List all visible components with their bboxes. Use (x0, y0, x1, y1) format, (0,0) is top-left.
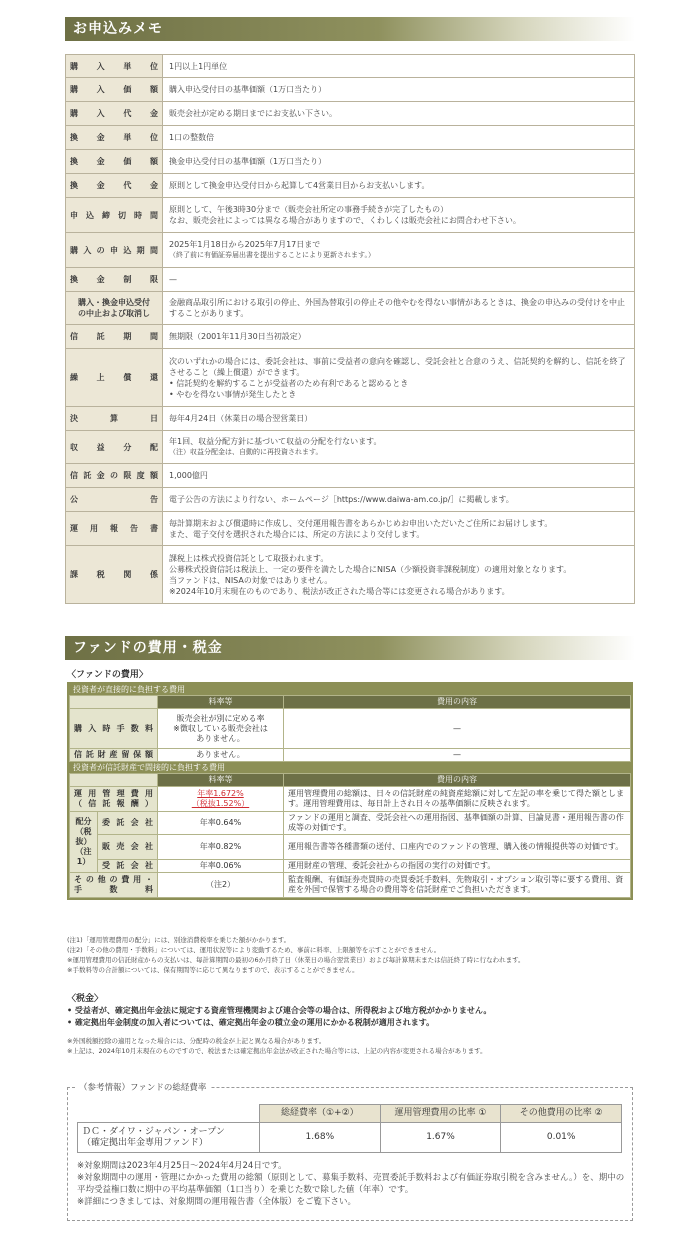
ref-header: その他費用の比率 ② (501, 1105, 622, 1123)
direct-fee-table (69, 695, 631, 762)
alloc-party: 委託会社 (98, 812, 158, 835)
memo-label: 収益分配 (70, 442, 158, 452)
memo-value: ※2024年10月末現在のものであり、税法が改正された場合等には変更される場合があります。 (169, 586, 510, 596)
mgmt-fee-label: 運用管理費用 (74, 789, 153, 798)
fee-row (70, 835, 631, 860)
alloc-rate: 年率0.82% (158, 835, 284, 860)
memo-label: 購入・換金申込受付 (78, 298, 150, 307)
tax-item: • 確定拠出年金制度の加入者については、確定拠出年金の積立金の運用にかかる税制が適用されます。 (67, 1018, 435, 1027)
memo-label: 換金代金 (70, 181, 158, 190)
memo-label: 申込締切時間 (70, 210, 158, 220)
alloc-label: （注1） (75, 847, 92, 866)
ref-row (78, 1123, 622, 1153)
fees-subtitle: 〈ファンドの費用〉 (67, 670, 148, 680)
alloc-label: （税抜） (75, 827, 92, 846)
fund-name: ＤＣ・ダイワ・ジャパン・オープン (82, 1126, 225, 1137)
col-content-header: 費用の内容 (284, 774, 631, 787)
memo-value: 2025年1月18日から2025年7月17日まで (169, 240, 321, 249)
memo-row (66, 150, 635, 174)
alloc-content: 運用財産の管理、委託会社からの指図の実行の対価です。 (284, 860, 631, 873)
alloc-rate: 年率0.06% (158, 860, 284, 873)
memo-row (66, 78, 635, 102)
ref-header: 総経費率（①+②） (260, 1105, 381, 1123)
memo-row (66, 102, 635, 126)
fee-row (70, 860, 631, 873)
memo-label: 購入の申込期間 (70, 245, 158, 255)
memo-row (66, 349, 635, 407)
memo-label: 換金単位 (70, 133, 158, 142)
memo-value: 購入申込受付日の基準価額（1万口当たり） (163, 78, 635, 102)
tax-items (67, 1005, 637, 1029)
memo-bullet: • やむを得ない事情が発生したとき (169, 389, 297, 399)
memo-row (66, 268, 635, 292)
memo-label: 運用報告書 (70, 524, 158, 533)
reference-notes (77, 1160, 632, 1208)
other-fee-content: 監査報酬、有価証券売買時の売買委託手数料、先物取引・オプション取引等に要する費用、資産を外国で保管する場合の費用等を信託財産でご負担いただきます。 (284, 873, 631, 898)
reference-title: （参考情報）ファンドの総経費率 (75, 1081, 210, 1093)
memo-row (66, 431, 635, 464)
memo-value: 原則として、午後3時30分まで（販売会社所定の事務手続きが完了したもの） (169, 205, 449, 214)
memo-table (65, 54, 635, 604)
ref-note: ※対象期間は2023年4月25日〜2024年4月24日です。 (77, 1161, 287, 1171)
tax-note: ※外国税額控除の適用となった場合には、分配時の税金が上記と異なる場合があります。 (67, 1037, 326, 1045)
memo-row (66, 488, 635, 512)
memo-label: 課税関係 (70, 570, 158, 579)
memo-value: 毎計算期末および償還時に作成し、交付運用報告書をあらかじめお申出いただいたご住所にお届けします。 (169, 518, 553, 528)
mgmt-fee-rate: 年率1.672% (197, 789, 244, 798)
fee-row (70, 749, 631, 762)
reserve-rate: ありません。 (158, 749, 284, 762)
purchase-rate: ありません。 (196, 733, 245, 743)
fee-note: ※運用管理費用の信託財産からの支払いは、毎計算期間の最初の6か月終了日（休業日の場合翌営業日）および毎計算期末または信託終了時に行なわれます。 (67, 956, 525, 964)
ref-note: ※対象期間中の運用・管理にかかった費用の総額（原則として、募集手数料、売買委託手数料および有価証券取引税を含みません。）を、期中の平均受益権口数に期中の平均基準価額（1口当り）を乗じた数で除した値（年率）です。 (77, 1173, 625, 1195)
ref-note: ※詳細につきましては、対象期間の運用報告書（全体版）をご覧下さい。 (77, 1197, 356, 1207)
memo-row (66, 233, 635, 268)
memo-label: 信託期間 (70, 332, 158, 341)
memo-label: 購入単位 (70, 61, 158, 71)
memo-row (66, 292, 635, 325)
alloc-party: 受託会社 (98, 860, 158, 873)
memo-value: 無期限（2001年11月30日当初設定） (163, 325, 635, 349)
memo-row (66, 126, 635, 150)
fee-note: ※手数料等の合計額については、保有期間等に応じて異なりますので、表示することができません。 (67, 966, 359, 974)
indirect-cost-bar: 投資者が信託財産で間接的に負担する費用 (69, 762, 631, 773)
memo-value: — (163, 268, 635, 292)
mgmt-fee-ratio: 1.67% (380, 1123, 501, 1153)
memo-label: 繰上償還 (70, 373, 158, 382)
memo-value: 電子公告の方法により行ない、ホームページ［https://www.daiwa-am.co.jp/］に掲載します。 (163, 488, 635, 512)
fee-row (70, 787, 631, 812)
memo-value: 当ファンドは、NISAの対象ではありません。 (169, 575, 333, 585)
memo-value: 公募株式投資信託は税法上、一定の要件を満たした場合にNISA（少額投資非課税制度）の適用対象となります。 (169, 564, 572, 574)
memo-section-title: お申込みメモ (65, 17, 635, 41)
other-fee-label: その他の費用・ (74, 875, 153, 884)
ref-header: 運用管理費用の比率 ① (380, 1105, 501, 1123)
fund-name: （確定拠出年金専用ファンド） (82, 1137, 208, 1148)
memo-row (66, 407, 635, 431)
fee-row (70, 812, 631, 835)
memo-value: なお、販売会社によっては異なる場合がありますので、くわしくは販売会社にお問合わせ下さい。 (169, 216, 521, 225)
memo-row (66, 464, 635, 488)
alloc-content: 運用報告書等各種書類の送付、口座内でのファンドの管理、購入後の情報提供等の対価です。 (284, 835, 631, 860)
tax-notes (67, 1036, 637, 1056)
purchase-rate: ※徴収している販売会社は (173, 723, 268, 733)
memo-row (66, 546, 635, 604)
total-expense-ratio: 1.68% (260, 1123, 381, 1153)
memo-label: 決算日 (70, 414, 158, 423)
purchase-content: — (284, 709, 631, 749)
memo-value: 年1回、収益分配方針に基づいて収益の分配を行ないます。 (169, 437, 382, 446)
memo-label: 換金価額 (70, 157, 158, 166)
purchase-fee-label: 購入時手数料 (70, 709, 158, 749)
memo-value: 次のいずれかの場合には、委託会社は、事前に受益者の意向を確認し、受託会社と合意のうえ、信託契約を解約し、信託を終了させること（繰上償還）ができます。 (169, 356, 626, 377)
alloc-rate: 年率0.64% (158, 812, 284, 835)
memo-label: 購入代金 (70, 109, 158, 118)
tax-note: ※上記は、2024年10月末現在のものですので、税法または確定拠出年金法が改正された場合等には、上記の内容が変更される場合があります。 (67, 1047, 487, 1055)
memo-row (66, 55, 635, 78)
memo-value: また、電子交付を選択された場合には、所定の方法により交付します。 (169, 529, 425, 539)
fee-notes (67, 935, 637, 975)
memo-row (66, 325, 635, 349)
other-fee-rate: （注2） (158, 873, 284, 898)
memo-row (66, 174, 635, 198)
other-fee-label: 手数料 (74, 885, 153, 894)
memo-row (66, 512, 635, 546)
fee-note: (注2)「その他の費用・手数料」については、運用状況等により変動するため、事前に料率、上限額等を示すことができません。 (67, 946, 441, 954)
memo-label: 公告 (70, 495, 158, 504)
fee-row (70, 709, 631, 749)
direct-cost-bar: 投資者が直接的に負担する費用 (69, 684, 631, 695)
alloc-party: 販売会社 (98, 835, 158, 860)
memo-value: 毎年4月24日（休業日の場合翌営業日） (163, 407, 635, 431)
purchase-rate: 販売会社が別に定める率 (176, 713, 265, 723)
fee-note: (注1)「運用管理費用の配分」には、別途消費税率を乗じた額がかかります。 (67, 936, 291, 944)
alloc-content: ファンドの運用と調査、受託会社への運用指図、基準価額の計算、目論見書・運用報告書の作成等の対価です。 (284, 812, 631, 835)
col-rate-header: 料率等 (158, 774, 284, 787)
memo-value-note: （注）収益分配金は、自動的に再投資されます。 (169, 448, 323, 456)
tax-item: • 受益者が、確定拠出年金法に規定する資産管理機関および連合会等の場合は、所得税および地方税がかかりません。 (67, 1006, 492, 1015)
fees-section-title: ファンドの費用・税金 (65, 636, 635, 660)
col-content-header: 費用の内容 (284, 696, 631, 709)
memo-label: 換金制限 (70, 275, 158, 284)
mgmt-fee-rate-ex-tax: （税抜1.52%） (191, 799, 250, 808)
memo-value: 金融商品取引所における取引の停止、外国為替取引の停止その他やむを得ない事情があるときは、換金の申込みの受付けを中止することがあります。 (163, 292, 635, 325)
memo-value: 1円以上1円単位 (163, 55, 635, 78)
memo-value: 換金申込受付日の基準価額（1万口当たり） (163, 150, 635, 174)
memo-label: 信託金の限度額 (70, 471, 158, 480)
other-fee-ratio: 0.01% (501, 1123, 622, 1153)
indirect-fee-table (69, 773, 631, 898)
alloc-label: 配分 (75, 817, 92, 826)
col-rate-header: 料率等 (158, 696, 284, 709)
reserve-label: 信託財産留保額 (70, 749, 158, 762)
fee-table-box (67, 682, 633, 900)
memo-value: 販売会社が定める期日までにお支払い下さい。 (163, 102, 635, 126)
memo-value: 課税上は株式投資信託として取扱われます。 (169, 553, 329, 563)
reference-table (77, 1104, 622, 1153)
memo-label: 購入価額 (70, 85, 158, 94)
memo-row (66, 198, 635, 233)
memo-value: 1,000億円 (163, 464, 635, 488)
mgmt-fee-content: 運用管理費用の総額は、日々の信託財産の純資産総額に対して左記の率を乗じて得た額とします。運用管理費用は、毎日計上され日々の基準価額に反映されます。 (284, 787, 631, 812)
fee-row (70, 873, 631, 898)
memo-value-note: （終了前に有価証券届出書を提出することにより更新されます。） (169, 251, 375, 259)
memo-bullet: • 信託契約を解約することが受益者のため有利であると認めるとき (169, 378, 409, 388)
memo-value: 1口の整数倍 (163, 126, 635, 150)
tax-title: 〈税金〉 (67, 994, 104, 1004)
mgmt-fee-label: （信託報酬） (74, 799, 153, 808)
reserve-content: — (284, 749, 631, 762)
memo-value: 原則として換金申込受付日から起算して4営業日目からお支払いします。 (163, 174, 635, 198)
memo-label: の中止および取消し (78, 309, 150, 318)
